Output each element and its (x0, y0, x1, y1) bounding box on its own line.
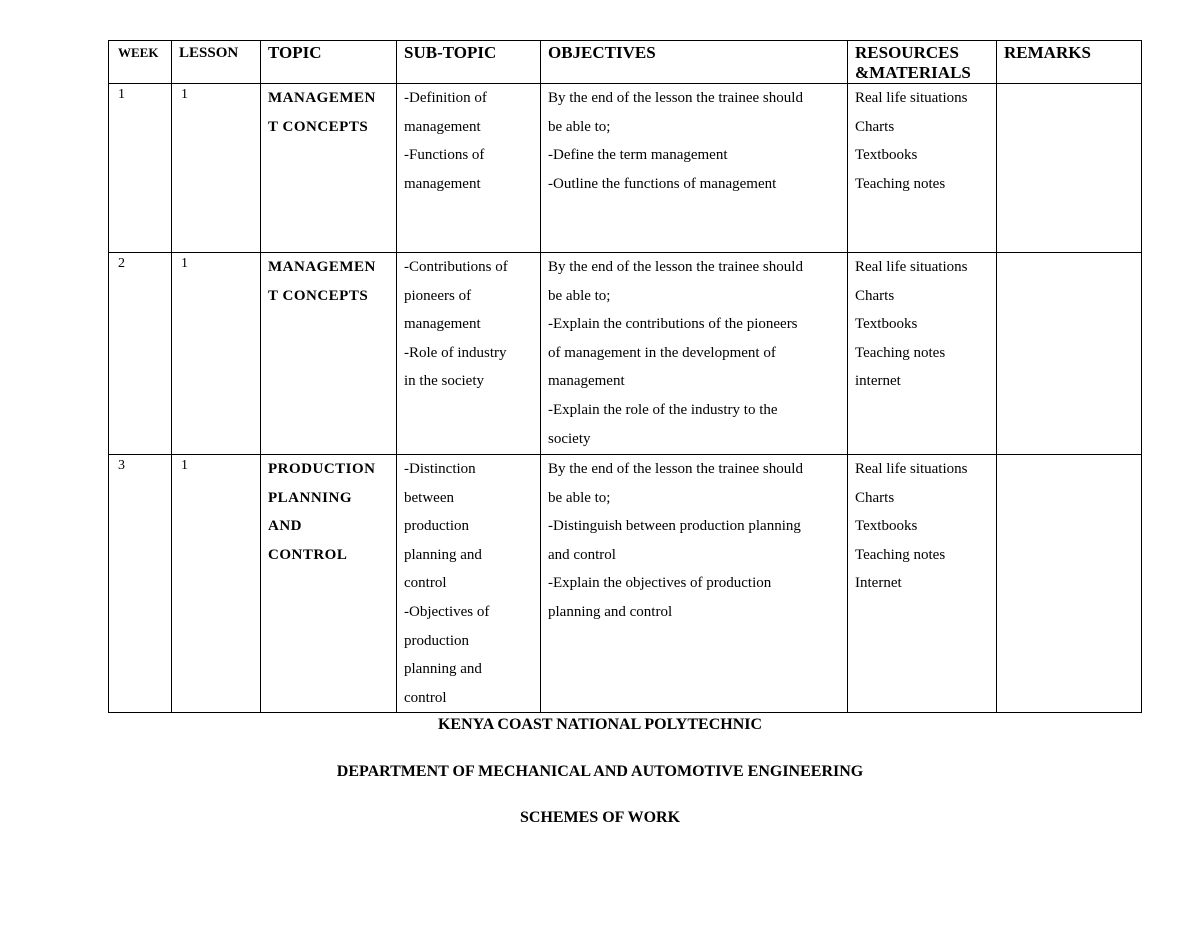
resource-line: Charts (855, 287, 895, 304)
header-remarks: REMARKS (997, 41, 1142, 84)
subtopic-line: management (404, 175, 481, 192)
resource-line: Teaching notes (855, 175, 946, 192)
resource-line: Real life situations (855, 90, 968, 106)
cell-subtopic (397, 253, 541, 455)
cell-topic (261, 455, 397, 713)
header-resources-line-1: RESOURCES (855, 43, 959, 62)
topic-line: MANAGEMEN (268, 259, 376, 275)
header-objectives: OBJECTIVES (541, 41, 848, 84)
subtopic-line: -Distinction (404, 461, 476, 477)
subtopic-line: control (404, 689, 447, 706)
subtopic-line: between (404, 489, 454, 506)
objective-line: By the end of the lesson the trainee should (548, 461, 803, 477)
cell-subtopic (397, 84, 541, 253)
objective-line: -Explain the role of the industry to the (548, 401, 778, 418)
header-topic: TOPIC (261, 41, 397, 84)
document-title: SCHEMES OF WORK (519, 809, 681, 826)
cell-topic (261, 84, 397, 253)
cell-lesson: 1 (172, 455, 261, 713)
objective-line: society (548, 430, 591, 447)
objective-line: By the end of the lesson the trainee should (548, 259, 803, 275)
subtopic-line: planning and (404, 661, 482, 678)
subtopic-line: production (404, 518, 469, 535)
resource-line: internet (855, 373, 901, 390)
topic-line: AND (268, 518, 302, 535)
topic-line: T CONCEPTS (268, 118, 369, 135)
objective-line: -Outline the functions of management (548, 175, 777, 192)
subtopic-line: in the society (404, 373, 484, 390)
resource-line: Textbooks (855, 518, 918, 535)
resource-line: Real life situations (855, 461, 968, 477)
resource-line: Teaching notes (855, 546, 946, 563)
subtopic-line: management (404, 316, 481, 333)
subtopic-line: -Role of industry (404, 344, 507, 361)
cell-subtopic (397, 455, 541, 713)
objective-line: -Define the term management (548, 147, 728, 164)
resource-line: Teaching notes (855, 344, 946, 361)
table-header (109, 41, 1142, 84)
table-row (109, 84, 1142, 253)
cell-week: 3 (109, 455, 172, 713)
subtopic-line: -Objectives of (404, 603, 490, 620)
objective-line: -Distinguish between production planning (548, 518, 801, 535)
cell-objectives (541, 84, 848, 253)
header-resources (848, 41, 997, 84)
topic-line: PLANNING (268, 489, 353, 506)
resource-line: Textbooks (855, 316, 918, 333)
topic-line: PRODUCTION (268, 461, 376, 477)
objective-line: and control (548, 546, 616, 563)
institution-heading: KENYA COAST NATIONAL POLYTECHNIC (437, 716, 763, 733)
cell-week: 1 (109, 84, 172, 253)
resource-line: Charts (855, 118, 895, 135)
objective-line: be able to; (548, 118, 611, 135)
subtopic-line: pioneers of (404, 287, 472, 304)
subtopic-line: management (404, 118, 481, 135)
topic-line: T CONCEPTS (268, 287, 369, 304)
cell-remarks (997, 84, 1142, 253)
cell-resources (848, 253, 997, 455)
cell-week: 2 (109, 253, 172, 455)
table-row (109, 253, 1142, 455)
cell-lesson: 1 (172, 253, 261, 455)
subtopic-line: planning and (404, 546, 482, 563)
objective-line: planning and control (548, 603, 673, 620)
scheme-of-work-table (108, 40, 1142, 713)
cell-objectives (541, 455, 848, 713)
cell-remarks (997, 455, 1142, 713)
cell-topic (261, 253, 397, 455)
subtopic-line: -Functions of (404, 147, 485, 164)
objective-line: be able to; (548, 489, 611, 506)
subtopic-line: -Contributions of (404, 259, 508, 275)
resource-line: Internet (855, 575, 902, 592)
cell-objectives (541, 253, 848, 455)
cell-resources (848, 84, 997, 253)
objective-line: of management in the development of (548, 344, 776, 361)
cell-resources (848, 455, 997, 713)
subtopic-line: production (404, 632, 469, 649)
header-subtopic: SUB-TOPIC (397, 41, 541, 84)
objective-line: -Explain the objectives of production (548, 575, 772, 592)
objective-line: be able to; (548, 287, 611, 304)
subtopic-line: control (404, 575, 447, 592)
resource-line: Charts (855, 489, 895, 506)
table-row (109, 455, 1142, 713)
objective-line: management (548, 373, 625, 390)
topic-line: CONTROL (268, 546, 348, 563)
cell-remarks (997, 253, 1142, 455)
cell-lesson: 1 (172, 84, 261, 253)
topic-line: MANAGEMEN (268, 90, 376, 106)
header-row (109, 41, 1142, 84)
resource-line: Textbooks (855, 147, 918, 164)
header-lesson: LESSON (172, 41, 261, 84)
resource-line: Real life situations (855, 259, 968, 275)
department-heading: DEPARTMENT OF MECHANICAL AND AUTOMOTIVE ENGINEERING (336, 763, 864, 780)
objective-line: By the end of the lesson the trainee should (548, 90, 803, 106)
objective-line: -Explain the contributions of the pioneers (548, 316, 798, 333)
header-resources-line-2: &MATERIALS (855, 63, 971, 82)
subtopic-line: -Definition of (404, 90, 487, 106)
header-week: WEEK (109, 41, 172, 84)
